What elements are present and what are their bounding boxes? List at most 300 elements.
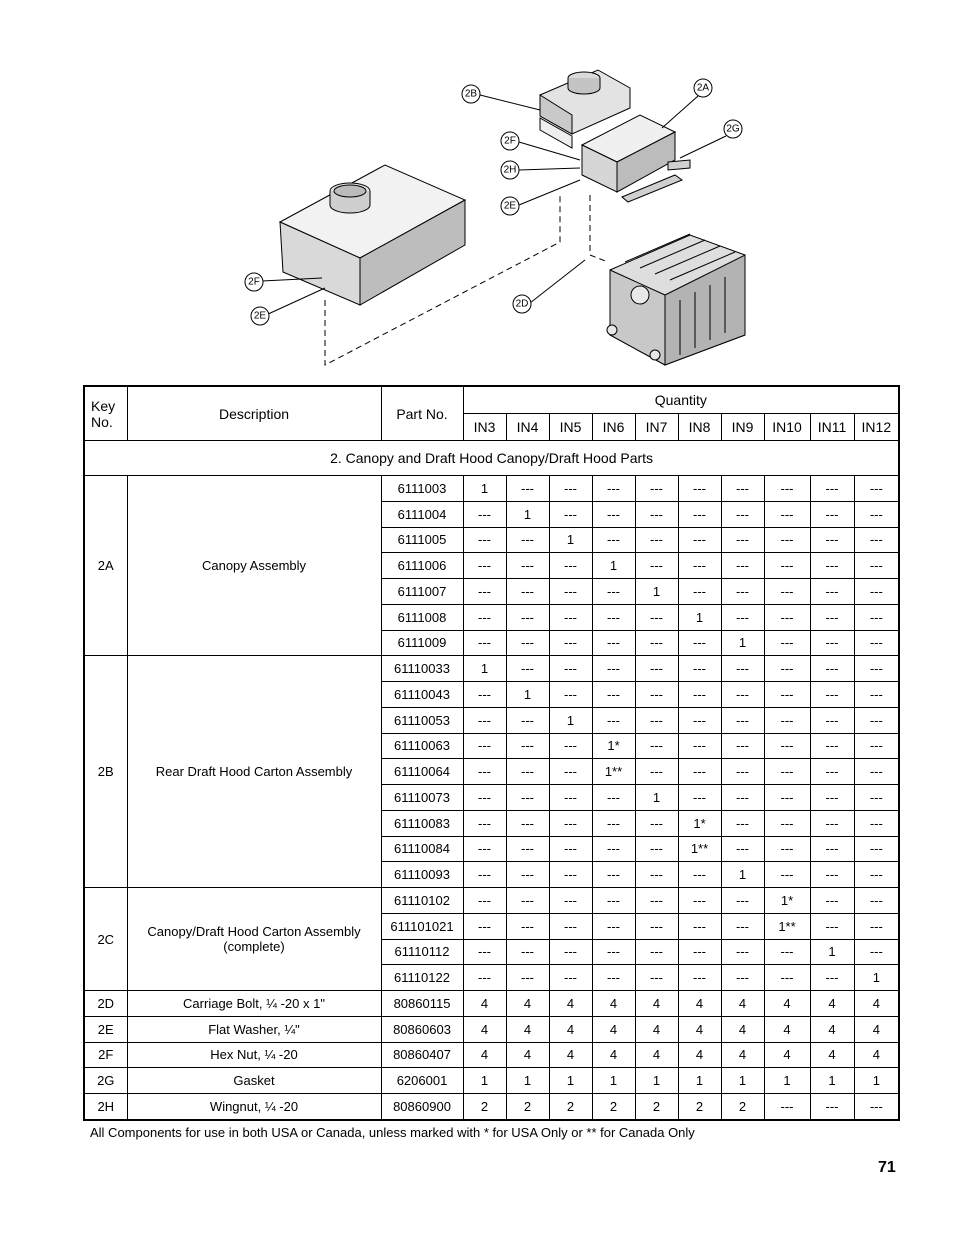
quantity-cell: 4 — [592, 1042, 635, 1068]
part-no-cell: 80860900 — [381, 1094, 463, 1120]
quantity-cell: --- — [592, 939, 635, 965]
quantity-cell: --- — [764, 810, 810, 836]
quantity-cell: --- — [678, 707, 721, 733]
table-row — [84, 991, 899, 1017]
quantity-cell: --- — [810, 759, 854, 785]
quantity-cell: --- — [592, 810, 635, 836]
quantity-cell: --- — [549, 501, 592, 527]
part-no-cell: 6111005 — [381, 527, 463, 553]
part-no-cell: 6111008 — [381, 604, 463, 630]
quantity-cell: --- — [764, 785, 810, 811]
quantity-cell: --- — [810, 836, 854, 862]
quantity-cell: --- — [592, 501, 635, 527]
quantity-cell: --- — [721, 604, 764, 630]
quantity-cell: 4 — [810, 1042, 854, 1068]
callout-label: 2G — [726, 123, 740, 135]
quantity-cell: --- — [506, 527, 549, 553]
callout-label: 2F — [504, 135, 516, 147]
callout-label: 2D — [515, 298, 529, 310]
quantity-cell: 4 — [678, 991, 721, 1017]
quantity-cell: --- — [635, 682, 678, 708]
quantity-cell: --- — [764, 501, 810, 527]
quantity-cell: --- — [549, 862, 592, 888]
header-quantity: Quantity — [463, 386, 899, 414]
quantity-cell: --- — [549, 733, 592, 759]
header-part-no: Part No. — [381, 386, 463, 441]
part-no-cell: 6111004 — [381, 501, 463, 527]
key-no-cell: 2C — [84, 888, 127, 991]
quantity-cell: 1** — [592, 759, 635, 785]
quantity-cell: --- — [721, 476, 764, 502]
part-no-cell: 61110083 — [381, 810, 463, 836]
quantity-cell: --- — [764, 707, 810, 733]
quantity-cell: 4 — [506, 991, 549, 1017]
part-no-cell: 61110093 — [381, 862, 463, 888]
quantity-cell: 1* — [592, 733, 635, 759]
quantity-cell: --- — [635, 707, 678, 733]
quantity-cell: --- — [721, 553, 764, 579]
quantity-cell: 4 — [463, 1016, 506, 1042]
quantity-cell: --- — [635, 810, 678, 836]
quantity-cell: --- — [463, 501, 506, 527]
quantity-cell: --- — [506, 656, 549, 682]
quantity-cell: 1 — [463, 1068, 506, 1094]
quantity-cell: 2 — [463, 1094, 506, 1120]
quantity-cell: 1 — [506, 501, 549, 527]
quantity-cell: 4 — [764, 1016, 810, 1042]
quantity-cell: --- — [678, 759, 721, 785]
quantity-cell: --- — [592, 707, 635, 733]
boiler-block-illustration — [607, 234, 745, 365]
quantity-cell: --- — [592, 630, 635, 656]
quantity-cell: --- — [854, 476, 899, 502]
quantity-cell: --- — [678, 913, 721, 939]
table-row — [84, 1016, 899, 1042]
quantity-cell: 1 — [549, 1068, 592, 1094]
quantity-cell: --- — [810, 888, 854, 914]
quantity-cell: --- — [721, 682, 764, 708]
quantity-cell: --- — [678, 862, 721, 888]
quantity-cell: --- — [764, 476, 810, 502]
quantity-cell: --- — [678, 630, 721, 656]
key-no-cell: 2B — [84, 656, 127, 888]
quantity-cell: --- — [764, 939, 810, 965]
quantity-cell: --- — [721, 965, 764, 991]
quantity-cell: 1 — [678, 1068, 721, 1094]
quantity-cell: --- — [810, 630, 854, 656]
quantity-cell: --- — [721, 579, 764, 605]
page-number: 71 — [878, 1159, 896, 1176]
quantity-cell: --- — [854, 707, 899, 733]
quantity-cell: --- — [854, 630, 899, 656]
quantity-cell: --- — [721, 836, 764, 862]
quantity-cell: 4 — [810, 1016, 854, 1042]
quantity-cell: 4 — [764, 991, 810, 1017]
key-no-cell: 2E — [84, 1016, 127, 1042]
quantity-cell: --- — [592, 579, 635, 605]
quantity-cell: --- — [463, 579, 506, 605]
header-model: IN3 — [463, 414, 506, 441]
quantity-cell: --- — [678, 553, 721, 579]
part-no-cell: 80860603 — [381, 1016, 463, 1042]
quantity-cell: 4 — [549, 1042, 592, 1068]
quantity-cell: --- — [854, 527, 899, 553]
quantity-cell: 4 — [678, 1016, 721, 1042]
quantity-cell: --- — [592, 965, 635, 991]
quantity-cell: 1** — [678, 836, 721, 862]
quantity-cell: --- — [463, 759, 506, 785]
header-description: Description — [127, 386, 381, 441]
part-no-cell: 61110033 — [381, 656, 463, 682]
header-key-no: Key No. — [84, 386, 127, 441]
quantity-cell: --- — [463, 553, 506, 579]
header-model: IN9 — [721, 414, 764, 441]
quantity-cell: 4 — [764, 1042, 810, 1068]
quantity-cell: --- — [764, 862, 810, 888]
quantity-cell: --- — [549, 913, 592, 939]
quantity-cell: --- — [810, 965, 854, 991]
quantity-cell: 4 — [854, 1042, 899, 1068]
quantity-cell: --- — [549, 785, 592, 811]
quantity-cell: --- — [592, 888, 635, 914]
quantity-cell: --- — [506, 733, 549, 759]
quantity-cell: --- — [764, 579, 810, 605]
header-model: IN8 — [678, 414, 721, 441]
quantity-cell: --- — [764, 1094, 810, 1120]
part-no-cell: 61110084 — [381, 836, 463, 862]
part-no-cell: 6111003 — [381, 476, 463, 502]
quantity-cell: 4 — [635, 1042, 678, 1068]
quantity-cell: --- — [463, 733, 506, 759]
part-no-cell: 61110043 — [381, 682, 463, 708]
table-row — [84, 476, 899, 502]
table-row — [84, 1094, 899, 1120]
key-no-cell: 2H — [84, 1094, 127, 1120]
part-no-cell: 611101021 — [381, 913, 463, 939]
quantity-cell: 4 — [592, 991, 635, 1017]
quantity-cell: --- — [678, 888, 721, 914]
quantity-cell: --- — [854, 888, 899, 914]
header-model: IN10 — [764, 414, 810, 441]
quantity-cell: --- — [678, 476, 721, 502]
footnote: All Components for use in both USA or Canada, unless marked with * for USA Only or ** for Canada Only — [90, 1125, 695, 1140]
quantity-cell: 4 — [506, 1042, 549, 1068]
callout-label: 2H — [503, 164, 517, 176]
quantity-cell: --- — [810, 656, 854, 682]
quantity-cell: --- — [635, 553, 678, 579]
key-no-cell: 2F — [84, 1042, 127, 1068]
part-no-cell: 61110064 — [381, 759, 463, 785]
quantity-cell: 1 — [463, 476, 506, 502]
quantity-cell: --- — [506, 604, 549, 630]
quantity-cell: --- — [549, 630, 592, 656]
quantity-cell: --- — [721, 656, 764, 682]
quantity-cell: 4 — [463, 1042, 506, 1068]
quantity-cell: --- — [678, 527, 721, 553]
quantity-cell: --- — [810, 810, 854, 836]
callout-label: 2B — [464, 88, 478, 100]
quantity-cell: --- — [764, 527, 810, 553]
quantity-cell: 1 — [549, 527, 592, 553]
quantity-cell: --- — [854, 810, 899, 836]
quantity-cell: --- — [721, 501, 764, 527]
quantity-cell: --- — [592, 476, 635, 502]
quantity-cell: 2 — [549, 1094, 592, 1120]
quantity-cell: --- — [549, 836, 592, 862]
quantity-cell: --- — [678, 965, 721, 991]
quantity-cell: --- — [635, 501, 678, 527]
key-no-cell: 2A — [84, 476, 127, 656]
exploded-parts-diagram — [230, 55, 750, 375]
part-no-cell: 61110063 — [381, 733, 463, 759]
quantity-cell: --- — [549, 579, 592, 605]
key-no-cell: 2G — [84, 1068, 127, 1094]
quantity-cell: --- — [463, 785, 506, 811]
quantity-cell: 1 — [592, 553, 635, 579]
quantity-cell: --- — [635, 733, 678, 759]
quantity-cell: 4 — [721, 1016, 764, 1042]
table-row — [84, 888, 899, 914]
quantity-cell: 1 — [592, 1068, 635, 1094]
table-row — [84, 1068, 899, 1094]
quantity-cell: 4 — [635, 1016, 678, 1042]
quantity-cell: --- — [506, 476, 549, 502]
quantity-cell: --- — [764, 836, 810, 862]
header-model: IN11 — [810, 414, 854, 441]
description-cell: Gasket — [127, 1068, 381, 1094]
quantity-cell: --- — [635, 836, 678, 862]
quantity-cell: 1* — [764, 888, 810, 914]
quantity-cell: 4 — [721, 991, 764, 1017]
quantity-cell: --- — [635, 965, 678, 991]
quantity-cell: 1 — [810, 939, 854, 965]
quantity-cell: --- — [463, 965, 506, 991]
quantity-cell: --- — [810, 476, 854, 502]
quantity-cell: --- — [463, 888, 506, 914]
quantity-cell: --- — [506, 939, 549, 965]
quantity-cell: --- — [721, 733, 764, 759]
quantity-cell: --- — [635, 862, 678, 888]
quantity-cell: --- — [463, 862, 506, 888]
quantity-cell: --- — [506, 965, 549, 991]
part-no-cell: 61110102 — [381, 888, 463, 914]
quantity-cell: --- — [721, 707, 764, 733]
quantity-cell: --- — [635, 656, 678, 682]
quantity-cell: --- — [854, 862, 899, 888]
quantity-cell: --- — [463, 836, 506, 862]
quantity-cell: --- — [678, 501, 721, 527]
quantity-cell: --- — [463, 527, 506, 553]
quantity-cell: --- — [810, 913, 854, 939]
quantity-cell: --- — [506, 707, 549, 733]
quantity-cell: --- — [810, 604, 854, 630]
quantity-cell: 4 — [463, 991, 506, 1017]
quantity-cell: --- — [810, 785, 854, 811]
key-no-cell: 2D — [84, 991, 127, 1017]
quantity-cell: 1 — [549, 707, 592, 733]
quantity-cell: 2 — [592, 1094, 635, 1120]
quantity-cell: --- — [506, 759, 549, 785]
part-no-cell: 6111009 — [381, 630, 463, 656]
quantity-cell: --- — [764, 604, 810, 630]
quantity-cell: --- — [549, 656, 592, 682]
quantity-cell: --- — [678, 733, 721, 759]
quantity-cell: --- — [721, 527, 764, 553]
quantity-cell: --- — [854, 501, 899, 527]
part-no-cell: 61110073 — [381, 785, 463, 811]
quantity-cell: --- — [506, 630, 549, 656]
quantity-cell: --- — [635, 527, 678, 553]
header-model: IN4 — [506, 414, 549, 441]
quantity-cell: 4 — [854, 1016, 899, 1042]
table-row — [84, 1042, 899, 1068]
quantity-cell: 1 — [721, 1068, 764, 1094]
callout-label: 2E — [253, 310, 267, 322]
quantity-cell: --- — [592, 682, 635, 708]
quantity-cell: --- — [592, 836, 635, 862]
quantity-cell: --- — [764, 682, 810, 708]
quantity-cell: 1 — [506, 1068, 549, 1094]
quantity-cell: --- — [721, 913, 764, 939]
quantity-cell: 1 — [854, 1068, 899, 1094]
quantity-cell: --- — [678, 785, 721, 811]
quantity-cell: 4 — [810, 991, 854, 1017]
quantity-cell: 2 — [506, 1094, 549, 1120]
quantity-cell: --- — [764, 733, 810, 759]
part-no-cell: 61110112 — [381, 939, 463, 965]
part-no-cell: 61110122 — [381, 965, 463, 991]
quantity-cell: --- — [592, 913, 635, 939]
quantity-cell: 1 — [635, 785, 678, 811]
parts-table — [83, 385, 900, 1121]
quantity-cell: --- — [506, 810, 549, 836]
part-no-cell: 6111007 — [381, 579, 463, 605]
quantity-cell: --- — [854, 553, 899, 579]
quantity-cell: --- — [764, 656, 810, 682]
callout-label: 2E — [503, 200, 517, 212]
quantity-cell: --- — [764, 553, 810, 579]
quantity-cell: --- — [549, 553, 592, 579]
quantity-cell: --- — [549, 682, 592, 708]
table-row — [84, 656, 899, 682]
quantity-cell: 4 — [506, 1016, 549, 1042]
quantity-cell: --- — [549, 939, 592, 965]
section-title: 2. Canopy and Draft Hood Canopy/Draft Hood Parts — [84, 441, 899, 476]
quantity-cell: --- — [721, 759, 764, 785]
quantity-cell: --- — [854, 785, 899, 811]
description-cell: Rear Draft Hood Carton Assembly — [127, 656, 381, 888]
quantity-cell: --- — [854, 913, 899, 939]
quantity-cell: --- — [854, 604, 899, 630]
quantity-cell: 1 — [854, 965, 899, 991]
quantity-cell: --- — [635, 888, 678, 914]
quantity-cell: --- — [635, 759, 678, 785]
part-no-cell: 61110053 — [381, 707, 463, 733]
description-cell: Hex Nut, ¼ -20 — [127, 1042, 381, 1068]
quantity-cell: --- — [506, 553, 549, 579]
quantity-cell: --- — [854, 579, 899, 605]
quantity-cell: --- — [549, 759, 592, 785]
quantity-cell: --- — [506, 579, 549, 605]
quantity-cell: --- — [810, 553, 854, 579]
part-no-cell: 6111006 — [381, 553, 463, 579]
quantity-cell: 1** — [764, 913, 810, 939]
quantity-cell: 2 — [678, 1094, 721, 1120]
quantity-cell: 4 — [854, 991, 899, 1017]
quantity-cell: --- — [463, 810, 506, 836]
quantity-cell: 2 — [721, 1094, 764, 1120]
quantity-cell: --- — [463, 682, 506, 708]
quantity-cell: --- — [592, 862, 635, 888]
quantity-cell: --- — [810, 733, 854, 759]
quantity-cell: --- — [764, 630, 810, 656]
quantity-cell: --- — [549, 888, 592, 914]
quantity-cell: --- — [854, 656, 899, 682]
description-cell: Canopy Assembly — [127, 476, 381, 656]
quantity-cell: --- — [678, 939, 721, 965]
quantity-cell: --- — [635, 604, 678, 630]
quantity-cell: 1 — [721, 630, 764, 656]
quantity-cell: --- — [463, 630, 506, 656]
quantity-cell: --- — [592, 527, 635, 553]
part-no-cell: 80860407 — [381, 1042, 463, 1068]
quantity-cell: --- — [810, 579, 854, 605]
quantity-cell: --- — [678, 656, 721, 682]
quantity-cell: --- — [549, 604, 592, 630]
quantity-cell: --- — [592, 656, 635, 682]
callout-label: 2F — [248, 276, 260, 288]
quantity-cell: --- — [506, 888, 549, 914]
quantity-cell: --- — [549, 476, 592, 502]
quantity-cell: --- — [678, 579, 721, 605]
header-model: IN12 — [854, 414, 899, 441]
description-cell: Canopy/Draft Hood Carton Assembly (complete) — [127, 888, 381, 991]
quantity-cell: --- — [810, 1094, 854, 1120]
quantity-cell: 1 — [678, 604, 721, 630]
quantity-cell: --- — [635, 476, 678, 502]
quantity-cell: --- — [506, 913, 549, 939]
quantity-cell: 1 — [764, 1068, 810, 1094]
quantity-cell: 4 — [721, 1042, 764, 1068]
quantity-cell: 4 — [592, 1016, 635, 1042]
quantity-cell: 1 — [635, 1068, 678, 1094]
quantity-cell: 1 — [506, 682, 549, 708]
part-no-cell: 6206001 — [381, 1068, 463, 1094]
quantity-cell: --- — [592, 604, 635, 630]
quantity-cell: --- — [810, 501, 854, 527]
quantity-cell: --- — [810, 527, 854, 553]
quantity-cell: --- — [592, 785, 635, 811]
part-no-cell: 80860115 — [381, 991, 463, 1017]
quantity-cell: --- — [854, 759, 899, 785]
quantity-cell: --- — [506, 836, 549, 862]
quantity-cell: 4 — [549, 991, 592, 1017]
quantity-cell: --- — [721, 888, 764, 914]
callout-label: 2A — [696, 82, 710, 94]
quantity-cell: --- — [721, 810, 764, 836]
quantity-cell: --- — [549, 810, 592, 836]
quantity-cell: --- — [810, 707, 854, 733]
quantity-cell: --- — [854, 939, 899, 965]
quantity-cell: --- — [764, 759, 810, 785]
quantity-cell: --- — [854, 836, 899, 862]
quantity-cell: --- — [506, 785, 549, 811]
quantity-cell: --- — [721, 785, 764, 811]
quantity-cell: --- — [678, 682, 721, 708]
quantity-cell: 1 — [810, 1068, 854, 1094]
quantity-cell: 1 — [463, 656, 506, 682]
quantity-cell: 1* — [678, 810, 721, 836]
